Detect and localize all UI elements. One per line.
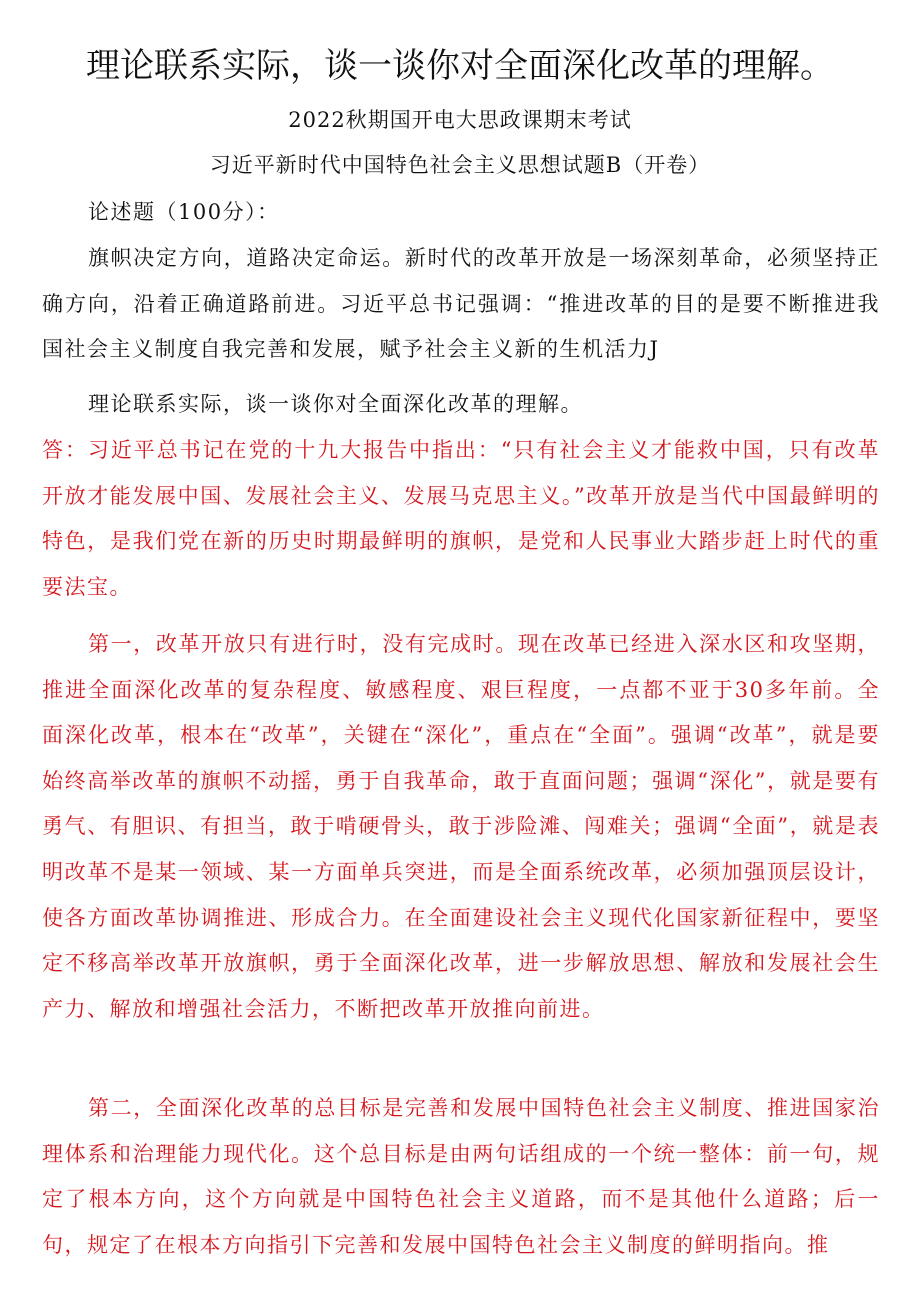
- document-title: 理论联系实际，谈一谈你对全面深化改革的理解。: [86, 46, 834, 86]
- exam-subtitle: 2022秋期国开电大思政课期末考试: [288, 108, 632, 132]
- question-text: 理论联系实际，谈一谈你对全面深化改革的理解。: [88, 392, 583, 416]
- answer-point-one: 第一，改革开放只有进行时，没有完成时。现在改革已经进入深水区和攻坚期，推进全面深化改革的复杂程度、敏感程度、艰巨程度，一点都不亚于30多年前。全面深化改革，根本在“改革”，关键在“深化”，重点在“全面”。强调“改革”，就是要始终高举改革的旗帜不动摇，勇于自我革命，敢于直面问题；强调“深化”，就是要有勇气、有胆识、有担当，敢于啃硬骨头，敢于涉险滩、闯难关；强调“全面”，就是表明改革不是某一领域、某一方面单兵突进，而是全面系统改革，必须加强顶层设计，使各方面改革协调推进、形成合力。在全面建设社会主义现代化国家新征程中，要坚定不移高举改革开放旗帜，勇于全面深化改革，进一步解放思想、解放和发展社会生产力、解放和增强社会活力，不断把改革开放推向前进。: [42, 632, 880, 1021]
- answer-point-two: 第二，全面深化改革的总目标是完善和发展中国特色社会主义制度、推进国家治理体系和治理能力现代化。这个总目标是由两句话组成的一个统一整体：前一句，规定了根本方向，这个方向就是中国特色社会主义道路，而不是其他什么道路；后一句，规定了在根本方向指引下完善和发展中国特色社会主义制度的鲜明指向。推: [42, 1096, 880, 1257]
- prompt-paragraph: 旗帜决定方向，道路决定命运。新时代的改革开放是一场深刻革命，必须坚持正确方向，沿着正确道路前进。习近平总书记强调：“推进改革的目的是要不断推进我国社会主义制度自我完善和发展，赋予社会主义新的生机活力J: [42, 246, 880, 362]
- section-label: 论述题（100分）：: [88, 200, 280, 224]
- answer-intro-paragraph: 答：习近平总书记在党的十九大报告中指出：“只有社会主义才能救中国，只有改革开放才能发展中国、发展社会主义、发展马克思主义。”改革开放是当代中国最鲜明的特色，是我们党在新的历史时期最鲜明的旗帜，是党和人民事业大踏步赶上时代的重要法宝。: [42, 438, 880, 599]
- exam-paper-name: 习近平新时代中国特色社会主义思想试题B（开卷）: [209, 153, 711, 177]
